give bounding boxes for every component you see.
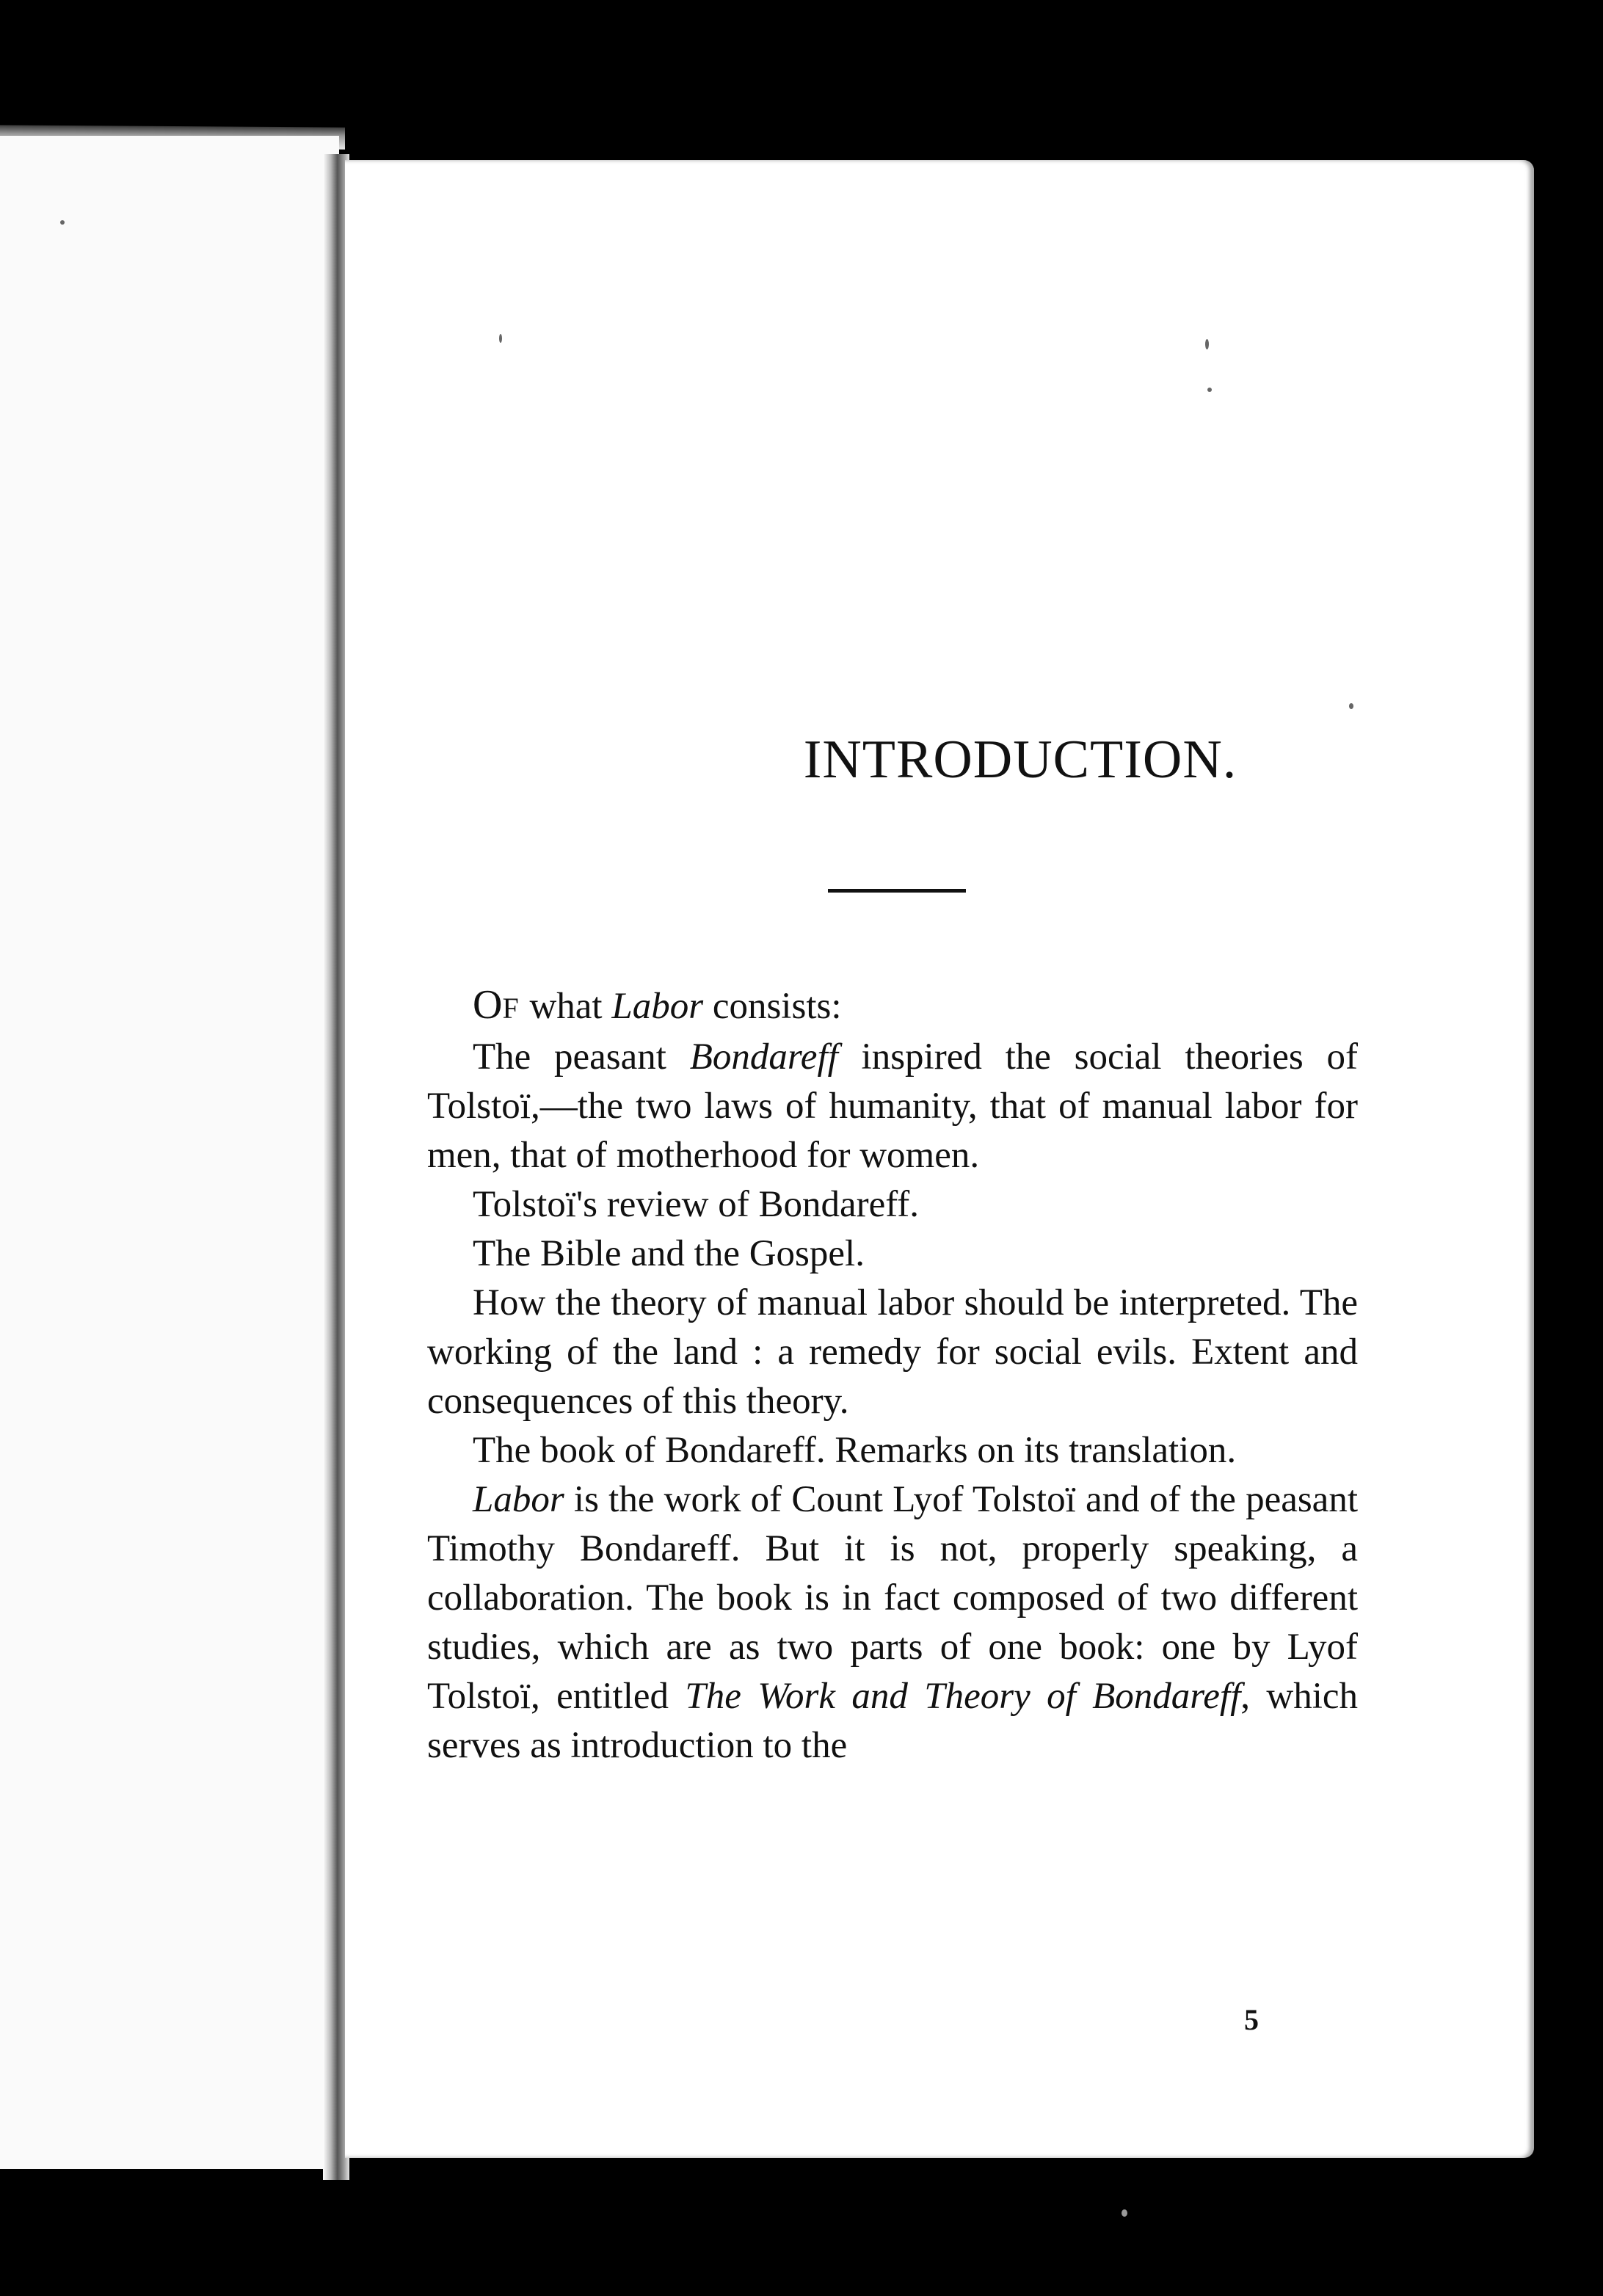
lead-italic: Labor xyxy=(611,986,704,1027)
lead-text: what xyxy=(520,986,612,1027)
summary-item-4: How the theory of manual labor should be interpreted. The working of the land : a remedy for social evils. Extent and consequences of this theory. xyxy=(427,1282,1358,1422)
page-text xyxy=(427,981,1358,1770)
dust-speck xyxy=(1122,2209,1127,2217)
item1-post: inspired the social theories of Tolstoï,—the two laws of humanity, that of manual labor for men, that of motherhood for women. xyxy=(427,1036,1358,1176)
lead-initial: O xyxy=(473,982,503,1028)
summary-item-5: The book of Bondareff. Remarks on its translation. xyxy=(473,1430,1237,1471)
item1-italic: Bondareff xyxy=(689,1036,838,1078)
page-number: 5 xyxy=(1244,2003,1259,2036)
dust-speck xyxy=(1207,388,1212,392)
lead-smallcaps: F xyxy=(502,992,520,1025)
summary-lead xyxy=(427,981,1358,1033)
summary-item-2: Tolstoï's review of Bondareff. xyxy=(473,1184,920,1225)
dust-speck xyxy=(499,334,502,343)
item1-pre: The peasant xyxy=(473,1036,690,1078)
summary-item-3: The Bible and the Gospel. xyxy=(473,1233,865,1274)
body-italic-start: Labor xyxy=(473,1479,564,1520)
title-rule xyxy=(828,889,966,893)
body-text: is the work of Count Lyof Tolstoï and of the peasant Timothy Bondareff. But it is not, properly speaking, a collaboration. The book is in fact composed of two different studies, which are as two parts of one book: one by Lyof Tolstoï, entitled xyxy=(427,1479,1358,1717)
body-paragraph xyxy=(427,1475,1358,1770)
left-facing-page xyxy=(0,136,339,2169)
lead-tail: consists: xyxy=(703,986,842,1027)
dust-speck xyxy=(1205,339,1209,349)
body-italic-title: The Work and Theory of Bondareff xyxy=(685,1676,1241,1717)
page-title: INTRODUCTION. xyxy=(803,730,1237,790)
book-page xyxy=(345,160,1534,2158)
body-tail: , which serves as introduction to the xyxy=(427,1676,1359,1766)
dust-speck xyxy=(60,220,65,225)
dust-speck xyxy=(1349,703,1353,709)
summary-item-1 xyxy=(427,1033,1358,1180)
